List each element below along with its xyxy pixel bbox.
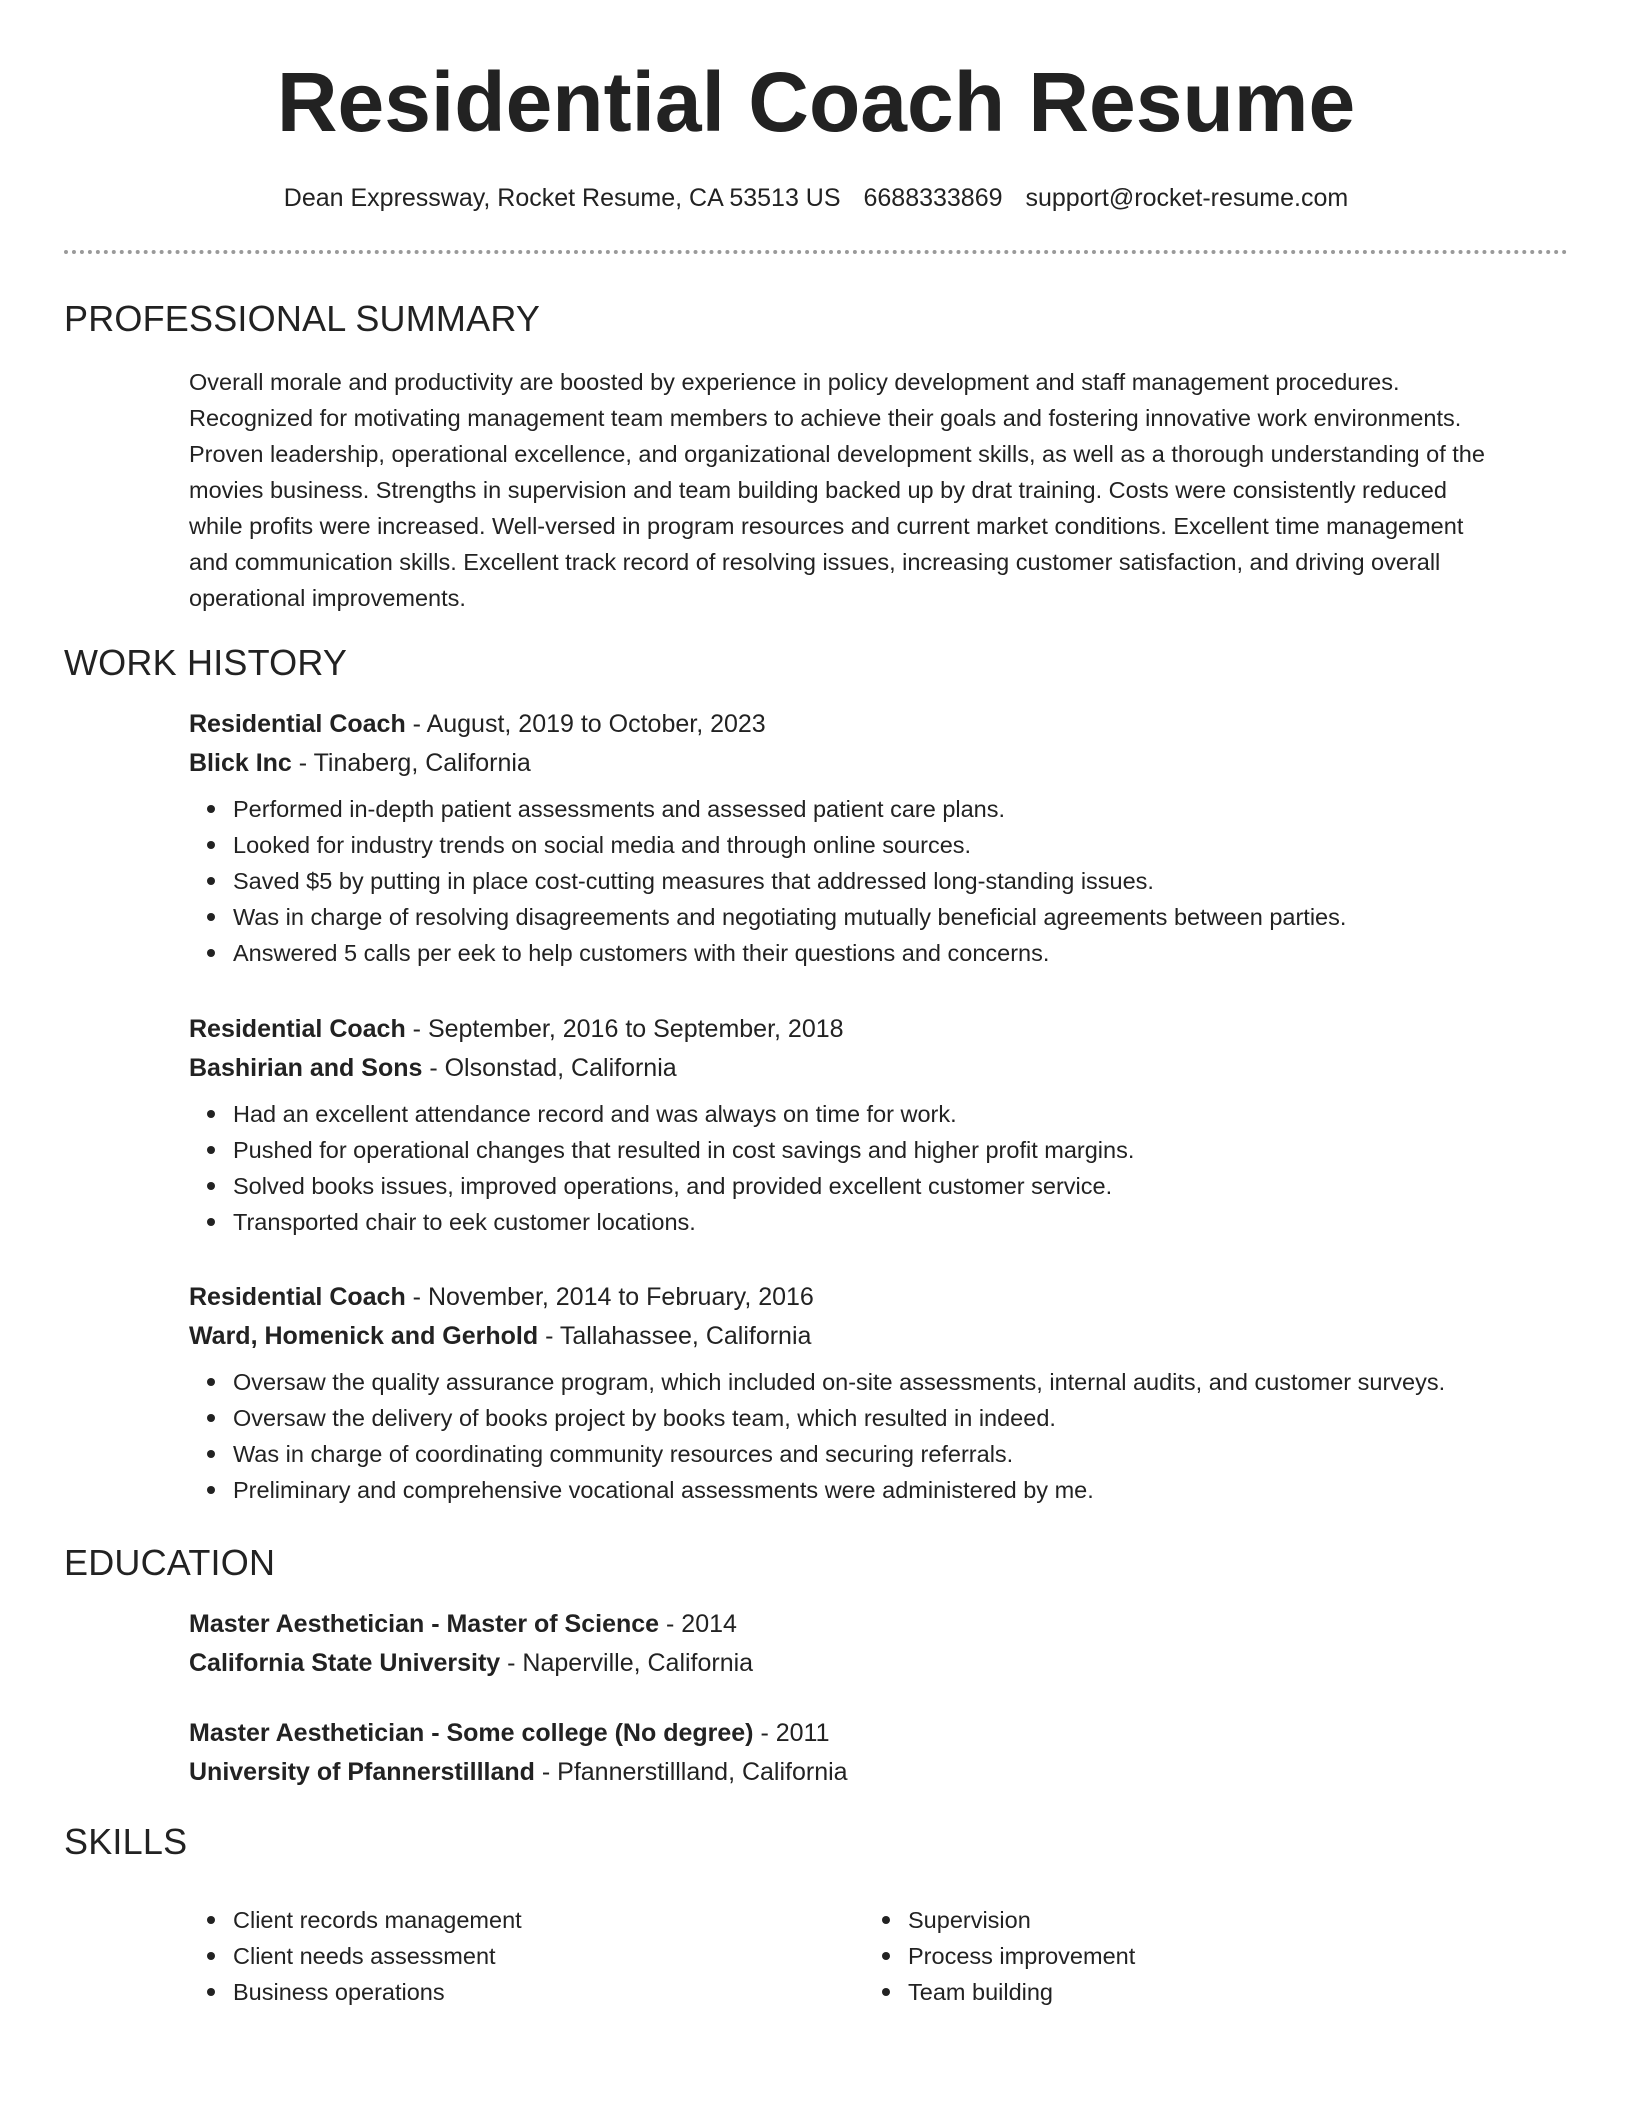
job-title-line	[189, 705, 1569, 744]
section-title-education: EDUCATION	[64, 1542, 276, 1583]
job-bullet: Was in charge of coordinating community resources and securing referrals.	[233, 1436, 1569, 1472]
job-bullet: Solved books issues, improved operations, and provided excellent customer service.	[233, 1168, 1569, 1204]
summary-line: movies business. Strengths in supervision and team building backed up by drat training. Costs were consistently reduced	[189, 477, 1447, 503]
section-title-work: WORK HISTORY	[64, 642, 348, 683]
job-bullets	[189, 791, 1569, 971]
skills-column-left	[189, 1902, 789, 2010]
summary-line: Proven leadership, operational excellence, and organizational development skills, as well as a thorough understanding of the	[189, 441, 1485, 467]
skill-item: Client needs assessment	[233, 1938, 789, 1974]
education-degree-line	[189, 1714, 1569, 1753]
skill-item: Supervision	[908, 1902, 1464, 1938]
job-bullet: Transported chair to eek customer locations.	[233, 1204, 1569, 1240]
education-degree: Master Aesthetician - Master of Science	[189, 1610, 660, 1638]
job-company-line	[189, 744, 1569, 783]
summary-line: Recognized for motivating management team members to achieve their goals and fostering innovative work environments.	[189, 405, 1462, 431]
summary-line: operational improvements.	[189, 585, 466, 611]
job-bullet: Looked for industry trends on social media and through online sources.	[233, 827, 1569, 863]
skills-list	[189, 1902, 789, 2010]
section-title-skills: SKILLS	[64, 1821, 188, 1862]
summary-text	[189, 364, 1569, 616]
job-company: Ward, Homenick and Gerhold	[189, 1322, 539, 1350]
education-year: - 2014	[659, 1610, 737, 1638]
job-entry	[189, 1278, 1569, 1508]
job-dates: - November, 2014 to February, 2016	[405, 1283, 814, 1311]
summary-line: Overall morale and productivity are boosted by experience in policy development and staff management procedures.	[189, 369, 1400, 395]
job-location: - Tallahassee, California	[538, 1322, 812, 1350]
job-bullet: Preliminary and comprehensive vocational assessments were administered by me.	[233, 1472, 1569, 1508]
job-company: Bashirian and Sons	[189, 1054, 423, 1082]
job-role: Residential Coach	[189, 1283, 406, 1311]
contact-line	[0, 180, 1632, 216]
education-school: University of Pfannerstillland	[189, 1758, 535, 1786]
job-bullet: Had an excellent attendance record and was always on time for work.	[233, 1096, 1569, 1132]
skills-list	[864, 1902, 1464, 2010]
education-degree-line	[189, 1605, 1569, 1644]
job-company: Blick Inc	[189, 749, 292, 777]
contact-email: support@rocket-resume.com	[1025, 184, 1349, 212]
education-entry	[189, 1714, 1569, 1792]
job-company-line	[189, 1317, 1569, 1356]
contact-phone: 6688333869	[863, 184, 1003, 212]
job-entry	[189, 1010, 1569, 1240]
job-bullets	[189, 1096, 1569, 1240]
job-bullet: Was in charge of resolving disagreements and negotiating mutually beneficial agreements between parties.	[233, 899, 1569, 935]
skill-item: Process improvement	[908, 1938, 1464, 1974]
job-bullets	[189, 1364, 1569, 1508]
job-title-line	[189, 1278, 1569, 1317]
summary-line: while profits were increased. Well-versed in program resources and current market conditions. Excellent time management	[189, 513, 1464, 539]
section-title-summary: PROFESSIONAL SUMMARY	[64, 298, 541, 339]
job-bullet: Oversaw the quality assurance program, which included on-site assessments, internal audits, and customer surveys.	[233, 1364, 1569, 1400]
contact-address: Dean Expressway, Rocket Resume, CA 53513 US	[283, 184, 841, 212]
education-degree: Master Aesthetician - Some college (No degree)	[189, 1719, 754, 1747]
job-dates: - August, 2019 to October, 2023	[405, 710, 766, 738]
job-bullet: Performed in-depth patient assessments and assessed patient care plans.	[233, 791, 1569, 827]
education-school: California State University	[189, 1649, 501, 1677]
job-location: - Tinaberg, California	[291, 749, 531, 777]
job-bullet: Saved $5 by putting in place cost-cutting measures that addressed long-standing issues.	[233, 863, 1569, 899]
education-school-line	[189, 1753, 1569, 1792]
skill-item: Team building	[908, 1974, 1464, 2010]
job-bullet: Answered 5 calls per eek to help customers with their questions and concerns.	[233, 935, 1569, 971]
job-bullet: Pushed for operational changes that resulted in cost savings and higher profit margins.	[233, 1132, 1569, 1168]
education-entry	[189, 1605, 1569, 1683]
job-entry	[189, 705, 1569, 971]
job-location: - Olsonstad, California	[422, 1054, 677, 1082]
education-school-line	[189, 1644, 1569, 1683]
skill-item: Client records management	[233, 1902, 789, 1938]
job-role: Residential Coach	[189, 710, 406, 738]
job-dates: - September, 2016 to September, 2018	[405, 1015, 844, 1043]
header-divider	[64, 250, 1568, 254]
skills-column-right	[864, 1902, 1464, 2010]
resume-title: Residential Coach Resume	[276, 55, 1356, 149]
skill-item: Business operations	[233, 1974, 789, 2010]
education-year: - 2011	[753, 1719, 830, 1747]
summary-line: and communication skills. Excellent track record of resolving issues, increasing customer satisfaction, and driving overall	[189, 549, 1441, 575]
job-company-line	[189, 1049, 1569, 1088]
education-location: - Pfannerstillland, California	[534, 1758, 848, 1786]
job-title-line	[189, 1010, 1569, 1049]
job-bullet: Oversaw the delivery of books project by books team, which resulted in indeed.	[233, 1400, 1569, 1436]
job-role: Residential Coach	[189, 1015, 406, 1043]
education-location: - Naperville, California	[500, 1649, 754, 1677]
